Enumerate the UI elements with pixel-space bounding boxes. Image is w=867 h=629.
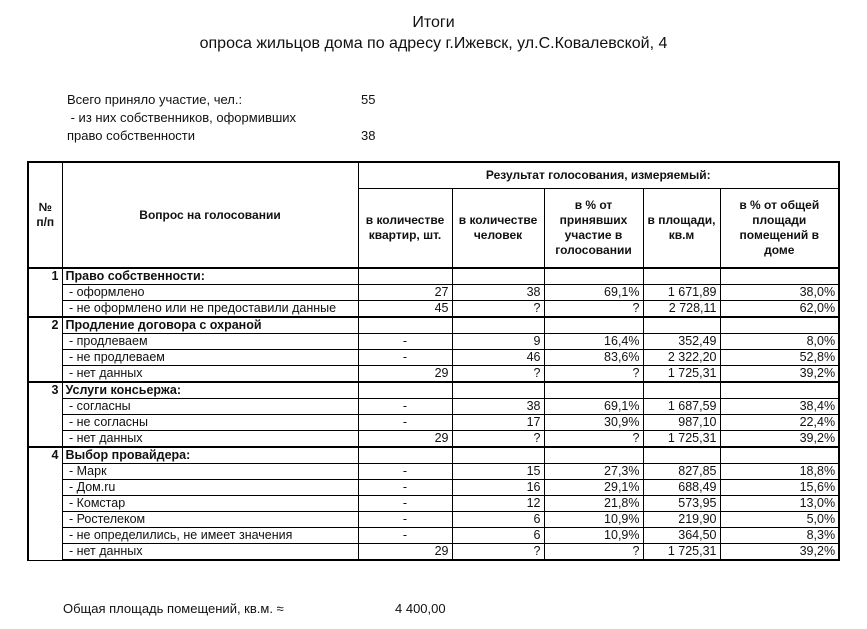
header-percent-area: в % от общей площади помещений в доме bbox=[720, 188, 839, 268]
table-row bbox=[28, 431, 839, 448]
row-label: - не оформлено или не предоставили данные bbox=[62, 301, 358, 318]
cell-area: 1 725,31 bbox=[643, 366, 720, 383]
empty-cell bbox=[544, 382, 643, 399]
page-title: Итоги bbox=[412, 14, 455, 31]
row-label: - не определились, не имеет значения bbox=[62, 528, 358, 544]
cell-percent-area: 39,2% bbox=[720, 544, 839, 561]
header-num: № п/п bbox=[28, 162, 62, 268]
empty-cell bbox=[452, 268, 544, 285]
cell-percent-participants: ? bbox=[544, 431, 643, 448]
cell-area: 1 725,31 bbox=[643, 544, 720, 561]
cell-apartments: 27 bbox=[358, 285, 452, 301]
row-label: - нет данных bbox=[62, 431, 358, 448]
section-title: Услуги консьержа: bbox=[62, 382, 358, 399]
row-label: - согласны bbox=[62, 399, 358, 415]
owners-label-line2: право собственности bbox=[67, 128, 196, 143]
cell-percent-area: 38,0% bbox=[720, 285, 839, 301]
cell-percent-area: 39,2% bbox=[720, 366, 839, 383]
cell-percent-area: 8,0% bbox=[720, 334, 839, 350]
table-row bbox=[28, 334, 839, 350]
cell-people: 38 bbox=[452, 285, 544, 301]
empty-cell bbox=[452, 382, 544, 399]
header-area: в площади, кв.м bbox=[643, 188, 720, 268]
results-table bbox=[27, 161, 840, 561]
cell-people: ? bbox=[452, 431, 544, 448]
cell-apartments: - bbox=[358, 496, 452, 512]
row-label: - Марк bbox=[62, 464, 358, 480]
cell-people: ? bbox=[452, 301, 544, 318]
row-label: - Ростелеком bbox=[62, 512, 358, 528]
cell-apartments: - bbox=[358, 464, 452, 480]
header-result: Результат голосования, измеряемый: bbox=[358, 162, 839, 188]
owners-label-line1: - из них собственников, оформивших bbox=[67, 110, 297, 125]
cell-apartments: - bbox=[358, 415, 452, 431]
cell-people: 6 bbox=[452, 528, 544, 544]
section-header-row bbox=[28, 447, 839, 464]
cell-area: 2 322,20 bbox=[643, 350, 720, 366]
empty-cell bbox=[643, 317, 720, 334]
empty-cell bbox=[720, 268, 839, 285]
total-area-label: Общая площадь помещений, кв.м. ≈ bbox=[63, 601, 284, 616]
cell-percent-area: 8,3% bbox=[720, 528, 839, 544]
section-number: 4 bbox=[28, 447, 62, 560]
cell-people: 16 bbox=[452, 480, 544, 496]
cell-people: 46 bbox=[452, 350, 544, 366]
cell-area: 827,85 bbox=[643, 464, 720, 480]
empty-cell bbox=[358, 447, 452, 464]
cell-apartments: - bbox=[358, 334, 452, 350]
row-label: - не продлеваем bbox=[62, 350, 358, 366]
cell-percent-participants: 69,1% bbox=[544, 399, 643, 415]
owners-value: 38 bbox=[361, 128, 376, 143]
results-body bbox=[28, 268, 839, 560]
row-label: - продлеваем bbox=[62, 334, 358, 350]
table-row bbox=[28, 350, 839, 366]
empty-cell bbox=[452, 447, 544, 464]
empty-cell bbox=[452, 317, 544, 334]
section-number: 3 bbox=[28, 382, 62, 447]
cell-apartments: - bbox=[358, 480, 452, 496]
header-question: Вопрос на голосовании bbox=[62, 162, 358, 268]
row-label: - нет данных bbox=[62, 366, 358, 383]
empty-cell bbox=[643, 447, 720, 464]
row-label: - нет данных bbox=[62, 544, 358, 561]
row-label: - оформлено bbox=[62, 285, 358, 301]
cell-percent-participants: ? bbox=[544, 301, 643, 318]
section-title: Право собственности: bbox=[62, 268, 358, 285]
cell-area: 1 671,89 bbox=[643, 285, 720, 301]
cell-apartments: - bbox=[358, 350, 452, 366]
row-label: - Комстар bbox=[62, 496, 358, 512]
cell-apartments: - bbox=[358, 528, 452, 544]
cell-apartments: - bbox=[358, 512, 452, 528]
cell-area: 987,10 bbox=[643, 415, 720, 431]
cell-percent-participants: 21,8% bbox=[544, 496, 643, 512]
cell-area: 573,95 bbox=[643, 496, 720, 512]
cell-apartments: 45 bbox=[358, 301, 452, 318]
total-participants-value: 55 bbox=[361, 92, 376, 107]
cell-area: 1 725,31 bbox=[643, 431, 720, 448]
header-people: в количестве человек bbox=[452, 188, 544, 268]
cell-apartments: 29 bbox=[358, 366, 452, 383]
cell-area: 364,50 bbox=[643, 528, 720, 544]
row-label: - не согласны bbox=[62, 415, 358, 431]
table-row bbox=[28, 399, 839, 415]
cell-area: 352,49 bbox=[643, 334, 720, 350]
cell-apartments: - bbox=[358, 399, 452, 415]
cell-people: 6 bbox=[452, 512, 544, 528]
cell-percent-area: 18,8% bbox=[720, 464, 839, 480]
empty-cell bbox=[720, 382, 839, 399]
empty-cell bbox=[643, 382, 720, 399]
empty-cell bbox=[643, 268, 720, 285]
cell-percent-participants: ? bbox=[544, 544, 643, 561]
table-row bbox=[28, 512, 839, 528]
table-row bbox=[28, 301, 839, 318]
empty-cell bbox=[544, 268, 643, 285]
section-header-row bbox=[28, 268, 839, 285]
table-row bbox=[28, 285, 839, 301]
cell-people: ? bbox=[452, 544, 544, 561]
total-area-value: 4 400,00 bbox=[395, 601, 446, 616]
cell-percent-area: 22,4% bbox=[720, 415, 839, 431]
total-participants-label: Всего приняло участие, чел.: bbox=[67, 92, 243, 107]
cell-people: ? bbox=[452, 366, 544, 383]
cell-percent-participants: 69,1% bbox=[544, 285, 643, 301]
cell-people: 38 bbox=[452, 399, 544, 415]
cell-percent-participants: 10,9% bbox=[544, 512, 643, 528]
table-row bbox=[28, 464, 839, 480]
cell-people: 15 bbox=[452, 464, 544, 480]
cell-percent-participants: 29,1% bbox=[544, 480, 643, 496]
cell-percent-participants: 27,3% bbox=[544, 464, 643, 480]
cell-apartments: 29 bbox=[358, 431, 452, 448]
cell-area: 2 728,11 bbox=[643, 301, 720, 318]
cell-people: 12 bbox=[452, 496, 544, 512]
empty-cell bbox=[358, 317, 452, 334]
cell-percent-participants: 10,9% bbox=[544, 528, 643, 544]
table-row bbox=[28, 415, 839, 431]
table-row bbox=[28, 496, 839, 512]
cell-percent-area: 13,0% bbox=[720, 496, 839, 512]
cell-percent-participants: 30,9% bbox=[544, 415, 643, 431]
cell-area: 1 687,59 bbox=[643, 399, 720, 415]
section-title: Продление договора с охраной bbox=[62, 317, 358, 334]
cell-percent-area: 15,6% bbox=[720, 480, 839, 496]
section-header-row bbox=[28, 382, 839, 399]
page-subtitle: опроса жильцов дома по адресу г.Ижевск, ул.С.Ковалевской, 4 bbox=[199, 35, 668, 52]
cell-percent-area: 52,8% bbox=[720, 350, 839, 366]
empty-cell bbox=[544, 447, 643, 464]
section-title: Выбор провайдера: bbox=[62, 447, 358, 464]
cell-percent-participants: 83,6% bbox=[544, 350, 643, 366]
cell-percent-area: 39,2% bbox=[720, 431, 839, 448]
cell-people: 9 bbox=[452, 334, 544, 350]
row-label: - Дом.ru bbox=[62, 480, 358, 496]
header-percent-participants: в % от принявших участие в голосовании bbox=[544, 188, 643, 268]
cell-percent-area: 38,4% bbox=[720, 399, 839, 415]
header-apartments: в количестве квартир, шт. bbox=[358, 188, 452, 268]
cell-percent-area: 62,0% bbox=[720, 301, 839, 318]
empty-cell bbox=[544, 317, 643, 334]
section-number: 1 bbox=[28, 268, 62, 317]
cell-percent-participants: 16,4% bbox=[544, 334, 643, 350]
table-row bbox=[28, 366, 839, 383]
cell-area: 219,90 bbox=[643, 512, 720, 528]
section-header-row bbox=[28, 317, 839, 334]
table-row bbox=[28, 480, 839, 496]
cell-area: 688,49 bbox=[643, 480, 720, 496]
cell-percent-participants: ? bbox=[544, 366, 643, 383]
empty-cell bbox=[720, 317, 839, 334]
empty-cell bbox=[358, 268, 452, 285]
empty-cell bbox=[720, 447, 839, 464]
section-number: 2 bbox=[28, 317, 62, 382]
cell-percent-area: 5,0% bbox=[720, 512, 839, 528]
table-row bbox=[28, 528, 839, 544]
empty-cell bbox=[358, 382, 452, 399]
table-row bbox=[28, 544, 839, 561]
cell-apartments: 29 bbox=[358, 544, 452, 561]
cell-people: 17 bbox=[452, 415, 544, 431]
